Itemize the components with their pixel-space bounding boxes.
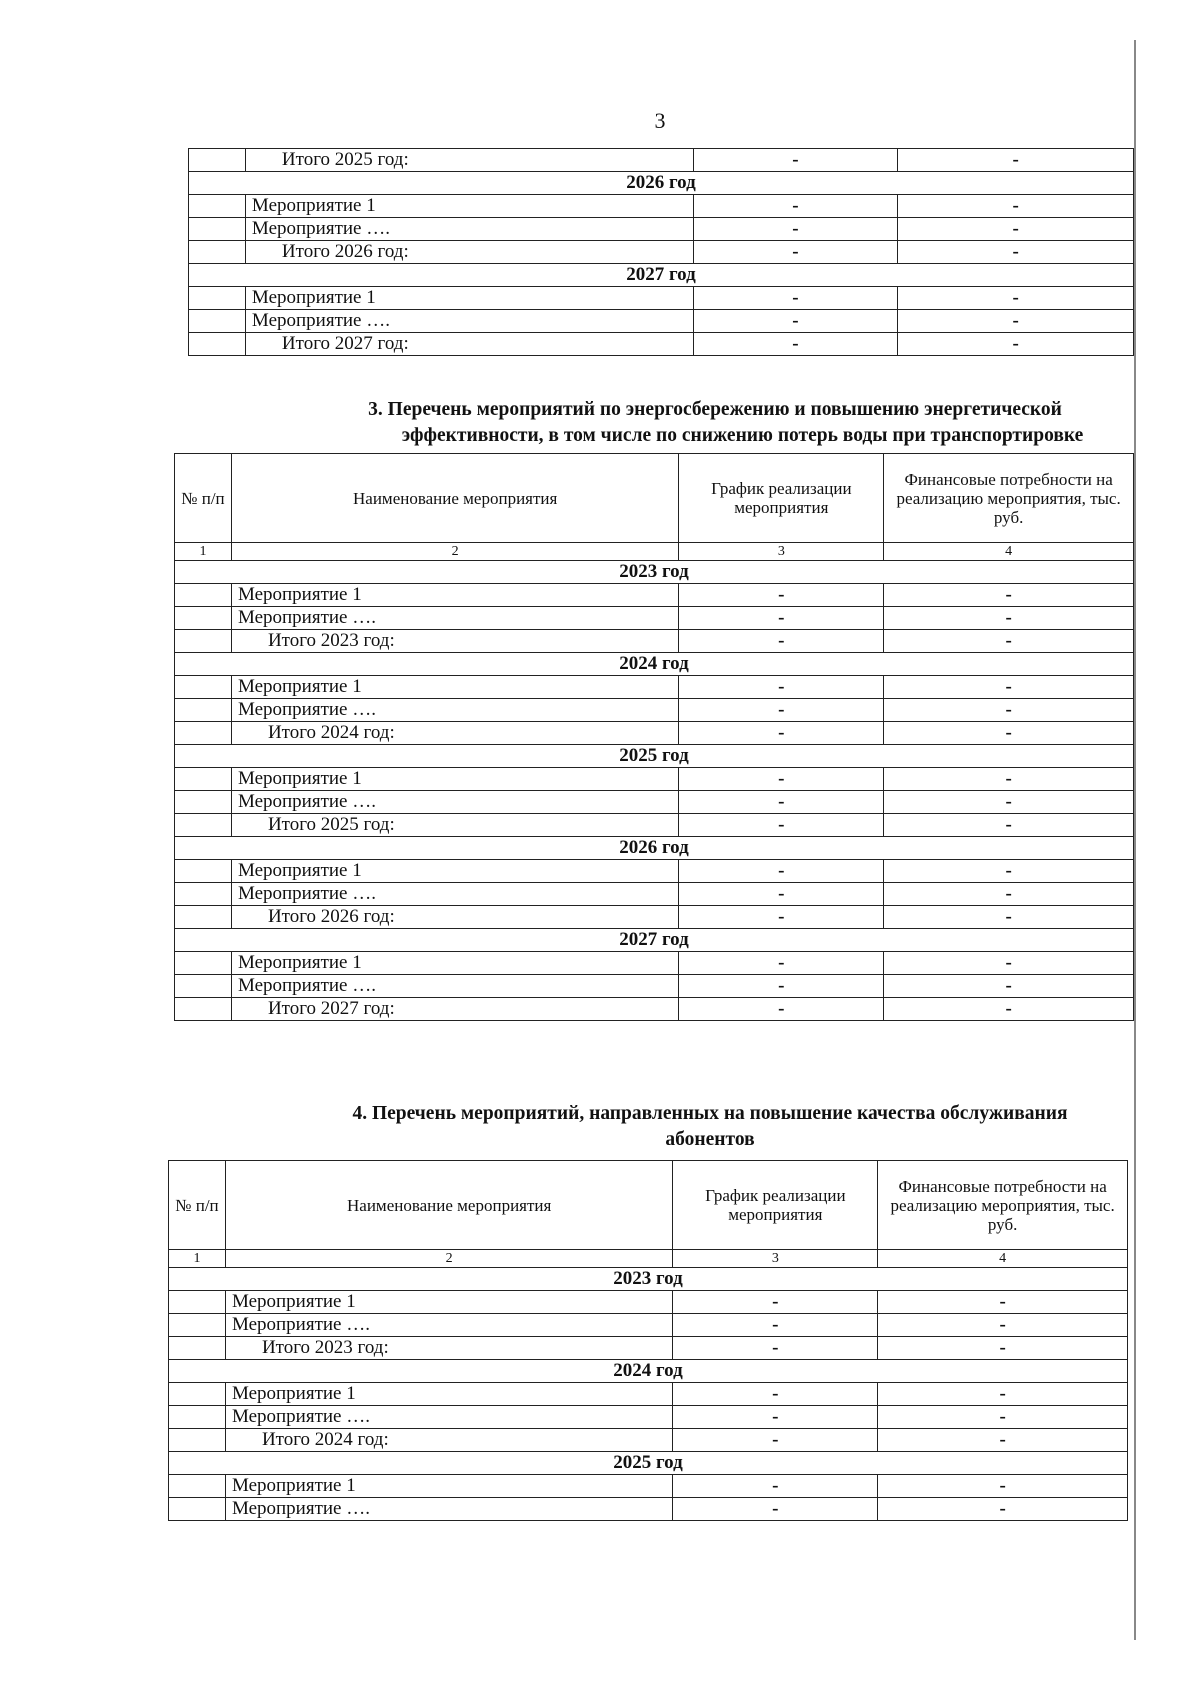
finance-cell: -	[898, 310, 1134, 333]
finance-cell: -	[878, 1314, 1128, 1337]
year-label: 2024 год	[169, 1360, 1128, 1383]
schedule-cell: -	[679, 699, 884, 722]
finance-cell: -	[884, 768, 1134, 791]
table-continuation	[188, 148, 1134, 356]
total-row	[189, 149, 1134, 172]
year-label: 2027 год	[175, 929, 1134, 952]
header-name: Наименование мероприятия	[231, 454, 678, 543]
table-row	[175, 791, 1134, 814]
activity-name: Мероприятие 1	[231, 676, 678, 699]
row-number-cell	[169, 1406, 226, 1429]
row-number-cell	[175, 952, 232, 975]
activity-name: Мероприятие 1	[231, 952, 678, 975]
total-label: Итого 2025 год:	[231, 814, 678, 837]
activity-name: Мероприятие 1	[225, 1383, 672, 1406]
total-row	[175, 722, 1134, 745]
finance-cell: -	[884, 883, 1134, 906]
total-label: Итого 2023 год:	[225, 1337, 672, 1360]
row-number-cell	[175, 998, 232, 1021]
row-number-cell	[175, 814, 232, 837]
column-index: 4	[884, 543, 1134, 561]
row-number-cell	[169, 1429, 226, 1452]
year-header-row	[169, 1360, 1128, 1383]
schedule-cell: -	[673, 1291, 878, 1314]
header-number: № п/п	[175, 454, 232, 543]
activity-name: Мероприятие 1	[225, 1475, 672, 1498]
total-row	[175, 998, 1134, 1021]
table-row	[169, 1383, 1128, 1406]
year-label: 2027 год	[189, 264, 1134, 287]
schedule-cell: -	[679, 630, 884, 653]
total-label: Итого 2026 год:	[245, 241, 693, 264]
column-index: 2	[231, 543, 678, 561]
table-row	[175, 676, 1134, 699]
schedule-cell: -	[673, 1314, 878, 1337]
table-row	[169, 1498, 1128, 1521]
activity-name: Мероприятие ….	[245, 218, 693, 241]
row-number-cell	[175, 630, 232, 653]
total-row	[169, 1429, 1128, 1452]
finance-cell: -	[884, 998, 1134, 1021]
table-row	[189, 310, 1134, 333]
finance-cell: -	[878, 1429, 1128, 1452]
schedule-cell: -	[693, 241, 898, 264]
column-index: 2	[225, 1250, 672, 1268]
row-number-cell	[175, 768, 232, 791]
year-header-row	[175, 561, 1134, 584]
finance-cell: -	[878, 1337, 1128, 1360]
finance-cell: -	[878, 1291, 1128, 1314]
table-row	[175, 699, 1134, 722]
finance-cell: -	[878, 1406, 1128, 1429]
row-number-cell	[175, 722, 232, 745]
year-header-row	[175, 929, 1134, 952]
table-row	[169, 1314, 1128, 1337]
table-row	[169, 1406, 1128, 1429]
row-number-cell	[175, 883, 232, 906]
year-header-row	[189, 172, 1134, 195]
activity-name: Мероприятие 1	[225, 1291, 672, 1314]
schedule-cell: -	[679, 791, 884, 814]
row-number-cell	[189, 310, 246, 333]
activity-name: Мероприятие ….	[231, 883, 678, 906]
schedule-cell: -	[679, 952, 884, 975]
finance-cell: -	[884, 607, 1134, 630]
row-number-cell	[175, 860, 232, 883]
column-index: 3	[679, 543, 884, 561]
schedule-cell: -	[673, 1337, 878, 1360]
row-number-cell	[169, 1383, 226, 1406]
schedule-cell: -	[693, 218, 898, 241]
total-label: Итого 2027 год:	[245, 333, 693, 356]
total-label: Итого 2024 год:	[231, 722, 678, 745]
finance-cell: -	[898, 218, 1134, 241]
section-4-title: 4. Перечень мероприятий, направленных на повышение качества обслуживания абонентов	[352, 1103, 1068, 1150]
total-row	[175, 814, 1134, 837]
total-label: Итого 2026 год:	[231, 906, 678, 929]
schedule-cell: -	[673, 1498, 878, 1521]
column-index: 4	[878, 1250, 1128, 1268]
schedule-cell: -	[679, 768, 884, 791]
table-row	[175, 860, 1134, 883]
header-number: № п/п	[169, 1161, 226, 1250]
schedule-cell: -	[679, 906, 884, 929]
row-number-cell	[169, 1337, 226, 1360]
header-name: Наименование мероприятия	[225, 1161, 672, 1250]
total-label: Итого 2027 год:	[231, 998, 678, 1021]
header-finance: Финансовые потребности на реализацию мероприятия, тыс. руб.	[878, 1161, 1128, 1250]
year-label: 2026 год	[189, 172, 1134, 195]
table-row	[169, 1291, 1128, 1314]
finance-cell: -	[884, 722, 1134, 745]
row-number-cell	[169, 1475, 226, 1498]
finance-cell: -	[884, 699, 1134, 722]
activity-name: Мероприятие ….	[225, 1314, 672, 1337]
table-row	[175, 768, 1134, 791]
year-header-row	[175, 653, 1134, 676]
table-row	[189, 218, 1134, 241]
header-finance: Финансовые потребности на реализацию мероприятия, тыс. руб.	[884, 454, 1134, 543]
schedule-cell: -	[673, 1383, 878, 1406]
row-number-cell	[189, 195, 246, 218]
total-row	[169, 1337, 1128, 1360]
column-index-row	[169, 1250, 1128, 1268]
year-header-row	[175, 837, 1134, 860]
schedule-cell: -	[679, 860, 884, 883]
page-number: 3	[654, 108, 666, 133]
year-label: 2025 год	[175, 745, 1134, 768]
total-row	[175, 630, 1134, 653]
scan-edge-line	[1134, 40, 1136, 1640]
activity-name: Мероприятие 1	[231, 584, 678, 607]
schedule-cell: -	[679, 607, 884, 630]
schedule-cell: -	[679, 722, 884, 745]
activity-name: Мероприятие 1	[231, 768, 678, 791]
table-row	[175, 584, 1134, 607]
finance-cell: -	[884, 584, 1134, 607]
year-header-row	[189, 264, 1134, 287]
finance-cell: -	[884, 906, 1134, 929]
finance-cell: -	[884, 676, 1134, 699]
activity-name: Мероприятие ….	[231, 699, 678, 722]
schedule-cell: -	[693, 333, 898, 356]
row-number-cell	[175, 791, 232, 814]
finance-cell: -	[898, 241, 1134, 264]
year-header-row	[169, 1268, 1128, 1291]
activity-name: Мероприятие ….	[245, 310, 693, 333]
row-number-cell	[189, 149, 246, 172]
year-label: 2024 год	[175, 653, 1134, 676]
row-number-cell	[175, 676, 232, 699]
table-section-4	[168, 1160, 1128, 1521]
row-number-cell	[189, 218, 246, 241]
finance-cell: -	[884, 630, 1134, 653]
row-number-cell	[175, 975, 232, 998]
schedule-cell: -	[693, 195, 898, 218]
schedule-cell: -	[679, 998, 884, 1021]
table-row	[189, 287, 1134, 310]
year-label: 2025 год	[169, 1452, 1128, 1475]
activity-name: Мероприятие 1	[245, 287, 693, 310]
year-label: 2023 год	[175, 561, 1134, 584]
row-number-cell	[169, 1314, 226, 1337]
schedule-cell: -	[679, 975, 884, 998]
row-number-cell	[189, 287, 246, 310]
total-row	[189, 333, 1134, 356]
finance-cell: -	[878, 1498, 1128, 1521]
total-label: Итого 2025 год:	[245, 149, 693, 172]
activity-name: Мероприятие ….	[231, 607, 678, 630]
finance-cell: -	[884, 952, 1134, 975]
row-number-cell	[189, 333, 246, 356]
finance-cell: -	[898, 287, 1134, 310]
finance-cell: -	[884, 814, 1134, 837]
row-number-cell	[175, 584, 232, 607]
schedule-cell: -	[693, 310, 898, 333]
activity-name: Мероприятие 1	[245, 195, 693, 218]
schedule-cell: -	[693, 149, 898, 172]
finance-cell: -	[884, 975, 1134, 998]
schedule-cell: -	[673, 1475, 878, 1498]
header-schedule: График реализации мероприятия	[679, 454, 884, 543]
year-header-row	[175, 745, 1134, 768]
total-label: Итого 2024 год:	[225, 1429, 672, 1452]
table-row	[175, 975, 1134, 998]
column-index-row	[175, 543, 1134, 561]
table-header-row	[175, 454, 1134, 543]
table-header-row	[169, 1161, 1128, 1250]
finance-cell: -	[878, 1383, 1128, 1406]
schedule-cell: -	[679, 676, 884, 699]
header-schedule: График реализации мероприятия	[673, 1161, 878, 1250]
year-label: 2023 год	[169, 1268, 1128, 1291]
finance-cell: -	[884, 791, 1134, 814]
finance-cell: -	[898, 333, 1134, 356]
total-row	[175, 906, 1134, 929]
row-number-cell	[169, 1498, 226, 1521]
total-row	[189, 241, 1134, 264]
year-header-row	[169, 1452, 1128, 1475]
table-row	[169, 1475, 1128, 1498]
schedule-cell: -	[679, 883, 884, 906]
table-section-3	[174, 453, 1134, 1021]
finance-cell: -	[898, 195, 1134, 218]
schedule-cell: -	[693, 287, 898, 310]
schedule-cell: -	[679, 814, 884, 837]
row-number-cell	[169, 1291, 226, 1314]
schedule-cell: -	[673, 1429, 878, 1452]
activity-name: Мероприятие ….	[231, 791, 678, 814]
table-row	[175, 607, 1134, 630]
column-index: 1	[175, 543, 232, 561]
total-label: Итого 2023 год:	[231, 630, 678, 653]
activity-name: Мероприятие ….	[225, 1498, 672, 1521]
year-label: 2026 год	[175, 837, 1134, 860]
schedule-cell: -	[673, 1406, 878, 1429]
row-number-cell	[175, 699, 232, 722]
activity-name: Мероприятие 1	[231, 860, 678, 883]
table-row	[175, 883, 1134, 906]
row-number-cell	[189, 241, 246, 264]
column-index: 3	[673, 1250, 878, 1268]
schedule-cell: -	[679, 584, 884, 607]
finance-cell: -	[884, 860, 1134, 883]
row-number-cell	[175, 906, 232, 929]
finance-cell: -	[898, 149, 1134, 172]
table-row	[175, 952, 1134, 975]
activity-name: Мероприятие ….	[225, 1406, 672, 1429]
finance-cell: -	[878, 1475, 1128, 1498]
table-row	[189, 195, 1134, 218]
section-3-title: 3. Перечень мероприятий по энергосбережению и повышению энергетической эффективности, в том числе по снижению потерь воды при транспортировке	[368, 399, 1084, 446]
row-number-cell	[175, 607, 232, 630]
column-index: 1	[169, 1250, 226, 1268]
activity-name: Мероприятие ….	[231, 975, 678, 998]
